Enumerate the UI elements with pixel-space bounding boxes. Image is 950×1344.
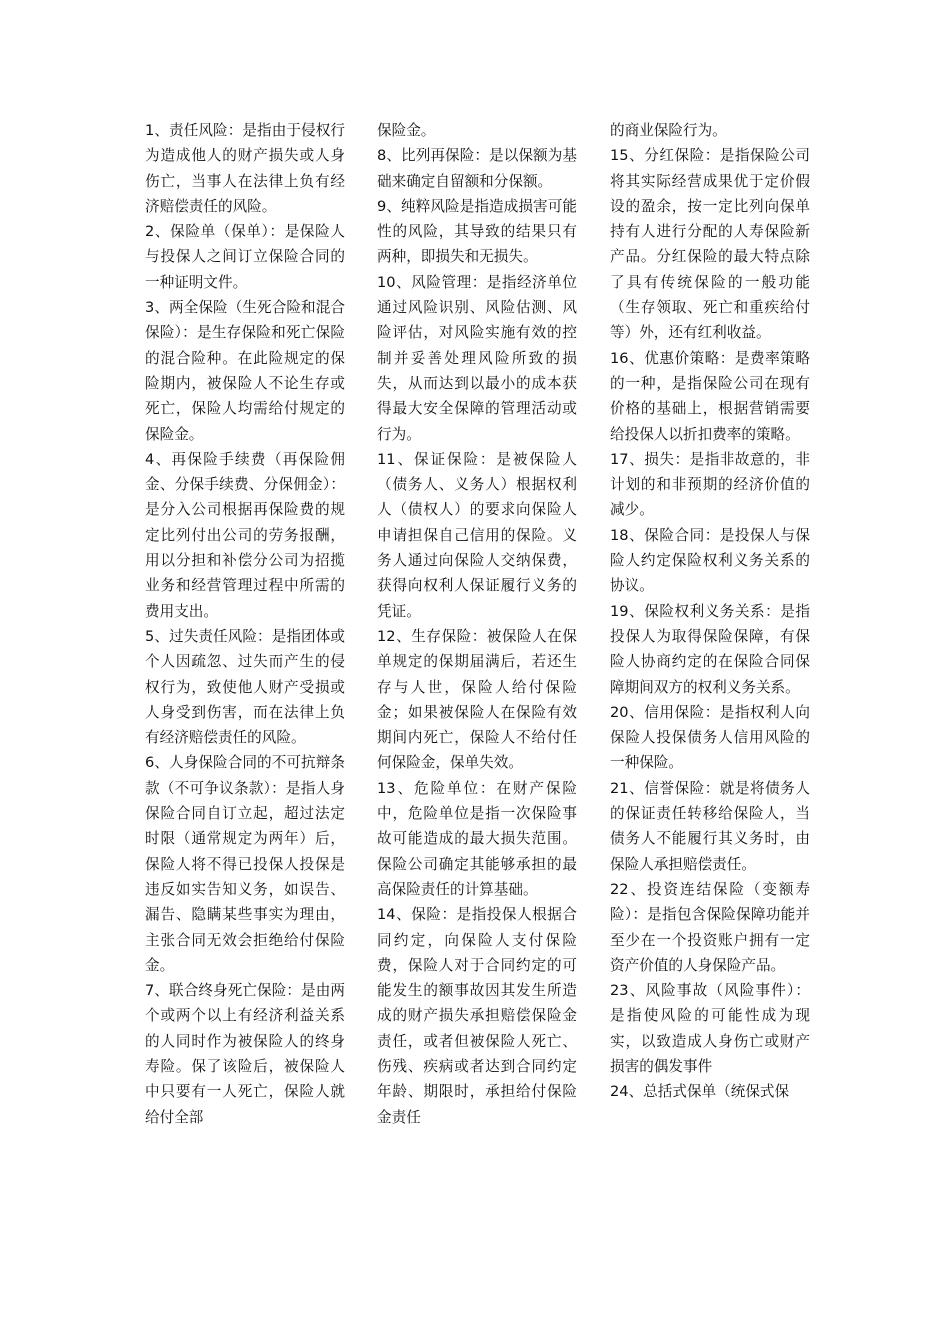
entry-17-loss: 17、损失：是指非故意的，非计划的和非预期的经济价值的减少。 (610, 450, 810, 519)
entry-5-negligence-liability-risk: 5、过失责任风险：是指团体或个人因疏忽、过失而产生的侵权行为，致使他人财产受损或人身受到伤害，而在法律上负有经济赔偿责任的风险。 (145, 627, 345, 747)
entry-4-reinsurance-commission: 4、再保险手续费（再保险佣金、分保手续费、分保佣金）：是分入公司根据再保险费的规定比列付出公司的劳务报酬，用以分担和补偿分公司为招揽业务和经营管理过程中所需的费用支出。 (145, 450, 345, 620)
entry-16-discount-price-strategy: 16、优惠价策略：是费率策略的一种，是指保险公司在现有价格的基础上，根据营销需要给投保人以折扣费率的策略。 (610, 349, 810, 443)
entry-19-rights-obligations: 19、保险权利义务关系：是指投保人为取得保险保障，有保险人协商约定的在保险合同保障期间双方的权利义务关系。 (610, 602, 810, 696)
entry-18-insurance-contract: 18、保险合同：是投保人与保险人约定保险权利义务关系的协议。 (610, 526, 810, 595)
entry-7-joint-whole-life-insurance: 7、联合终身死亡保险：是由两个或两个以上有经济利益关系的人同时作为被保险人的终身寿险。保了该险后，被保险人中只要有一人死亡，保险人就给付全部 (145, 982, 345, 1126)
entry-1-liability-risk: 1、责任风险：是指由于侵权行为造成他人的财产损失或人身伤亡，当事人在法律上负有经济赔偿责任的风险。 (145, 122, 345, 215)
entry-22-investment-linked-insurance: 22、投资连结保险（变额寿险）：是指包含保险保障功能并至少在一个投资账户拥有一定资产价值的人身保险产品。 (610, 880, 810, 974)
text-column-1 (145, 118, 345, 1130)
text-column-3 (610, 118, 810, 1105)
text-column-2 (377, 118, 577, 1130)
entry-14-continued: 的商业保险行为。 (610, 122, 727, 139)
entry-8-proportional-reinsurance: 8、比列再保险：是以保额为基础来确定自留额和分保额。 (377, 147, 577, 190)
entry-13-risk-unit: 13、危险单位：在财产保险中，危险单位是指一次保险事故可能造成的最大损失范围。保险公司确定其能够承担的最高保险责任的计算基础。 (377, 779, 577, 898)
entry-3-endowment-insurance: 3、两全保险（生死合险和混合保险）：是生存保险和死亡保险的混合险种。在此险规定的保险期内，被保险人不论生存或死亡，保险人均需给付规定的保险金。 (145, 299, 345, 443)
entry-24-blanket-policy: 24、总括式保单（统保式保 (610, 1083, 790, 1101)
entry-11-surety-insurance: 11、保证保险：是被保险人（债务人、义务人）根据权利人（债权人）的要求向保险人申请担保自己信用的保险。义务人通过向保险人交纳保费，获得向权利人保证履行义务的凭证。 (377, 450, 577, 620)
entry-15-participating-insurance: 15、分红保险：是指保险公司将其实际经营成果优于定价假设的盈余，按一定比列向保单持有人进行分配的人寿保险新产品。分红保险的最大特点除了具有传统保险的一般功能（生存领取、死亡和重疾给付等）外，还有红利收益。 (610, 147, 810, 342)
entry-7-continued: 保险金。 (377, 122, 436, 139)
entry-2-insurance-policy: 2、保险单（保单）：是保险人与投保人之间订立保险合同的一种证明文件。 (145, 223, 345, 291)
entry-21-fidelity-insurance: 21、信誉保险：就是将债务人的保证责任转移给保险人，当债务人不能履行其义务时，由保险人承担赔偿责任。 (610, 779, 810, 873)
entry-14-insurance: 14、保险：是指投保人根据合同约定，向保险人支付保险费，保险人对于合同约定的可能发生的额事故因其发生所造成的财产损失承担赔偿保险金责任，或者但被保险人死亡、伤残、疾病或者达到合同约定年龄、期限时，承担给付保险金责任 (377, 906, 577, 1126)
entry-23-risk-accident: 23、风险事故（风险事件）：是指使风险的可能性成为现实，以致造成人身伤亡或财产损害的偶发事件 (610, 982, 810, 1075)
entry-10-risk-management: 10、风险管理：是指经济单位通过风险识别、风险估测、风险评估，对风险实施有效的控制并妥善处理风险所致的损失，从而达到以最小的成本获得最大安全保障的管理活动或行为。 (377, 273, 577, 443)
entry-9-pure-risk: 9、纯粹风险是指造成损害可能性的风险，其导致的结果只有两种，即损失和无损失。 (377, 197, 577, 266)
entry-12-survival-insurance: 12、生存保险：被保险人在保单规定的保期届满后，若还生存与人世，保险人给付保险金；如果被保险人在保险有效期间内死亡，保险人不给付任何保险金，保单失效。 (377, 627, 577, 772)
entry-6-incontestable-clause: 6、人身保险合同的不可抗辩条款（不可争议条款）：是指人身保险合同自订立起，超过法定时限（通常规定为两年）后，保险人将不得已投保人投保是违反如实告知义务，如误告、漏告、隐瞒某些事实为理由，主张合同无效会拒绝给付保险金。 (145, 754, 345, 974)
entry-20-credit-insurance: 20、信用保险：是指权利人向保险人投保债务人信用风险的一种保险。 (610, 703, 810, 772)
